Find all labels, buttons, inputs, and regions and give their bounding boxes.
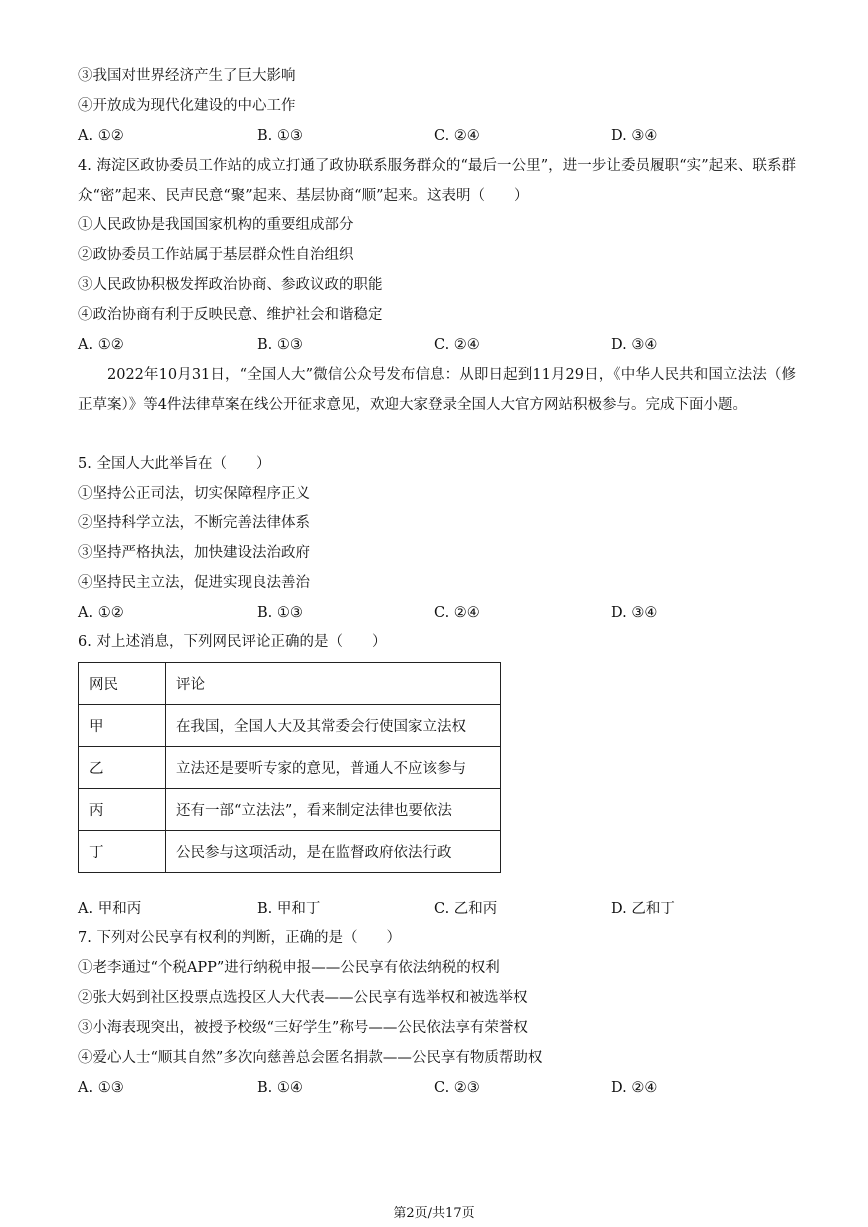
q5-option-a: A. ①② <box>78 605 124 621</box>
q5-option-d: D. ③④ <box>611 605 658 621</box>
q3-option-d: D. ③④ <box>611 128 658 144</box>
q4-stem: 4. 海淀区政协委员工作站的成立打通了政协联系服务群众的“最后一公里”，进一步让委员履职“实”起来、联系群众“密”起来、民声民意“聚”起来、基层协商“顺”起来。这表明（ ） <box>78 158 796 204</box>
q6-option-a: A. 甲和丙 <box>78 901 142 917</box>
q7-item-3: ③小海表现突出，被授予校级“三好学生”称号——公民依法享有荣誉权 <box>78 1020 528 1036</box>
netizen-cell: 乙 <box>79 747 166 789</box>
table-row <box>79 747 501 789</box>
q5-options <box>78 603 798 623</box>
q6-option-b: B. 甲和丁 <box>257 901 321 917</box>
q4-options <box>78 335 798 355</box>
q6-options <box>78 899 798 919</box>
q7-stem: 7. 下列对公民享有权利的判断，正确的是（ ） <box>78 930 401 946</box>
q3-option-b: B. ①③ <box>257 128 303 144</box>
comment-cell: 在我国，全国人大及其常委会行使国家立法权 <box>166 705 501 747</box>
q3-item-4: ④开放成为现代化建设的中心工作 <box>78 98 296 114</box>
table-row <box>79 705 501 747</box>
q6-option-c: C. 乙和丙 <box>434 901 498 917</box>
page-number: 第2页/共17页 <box>393 1206 475 1221</box>
q3-item-3: ③我国对世界经济产生了巨大影响 <box>78 68 296 84</box>
header-comment: 评论 <box>166 663 501 705</box>
netizen-cell: 甲 <box>79 705 166 747</box>
q7-item-1: ①老李通过“个税APP”进行纳税申报——公民享有依法纳税的权利 <box>78 960 500 976</box>
table-row <box>79 831 501 873</box>
comments-table <box>78 662 501 873</box>
material-paragraph: 2022年10月31日，“全国人大”微信公众号发布信息：从即日起到11月29日，《中华人民共和国立法法（修正草案）》等4件法律草案在线公开征求意见，欢迎大家登录全国人大官方网站积极参与。完成下面小题。 <box>78 367 796 413</box>
q5-item-4: ④坚持民主立法，促进实现良法善治 <box>78 575 310 591</box>
netizen-cell: 丙 <box>79 789 166 831</box>
comment-cell: 公民参与这项活动，是在监督政府依法行政 <box>166 831 501 873</box>
q4-item-4: ④政治协商有利于反映民意、维护社会和谐稳定 <box>78 307 383 323</box>
q6-option-d: D. 乙和丁 <box>611 901 675 917</box>
q5-item-1: ①坚持公正司法，切实保障程序正义 <box>78 486 310 502</box>
q7-option-d: D. ②④ <box>611 1080 658 1096</box>
q6-stem: 6. 对上述消息，下列网民评论正确的是（ ） <box>78 634 387 650</box>
q4-item-3: ③人民政协积极发挥政治协商、参政议政的职能 <box>78 277 383 293</box>
q4-option-c: C. ②④ <box>434 337 480 353</box>
q4-item-2: ②政协委员工作站属于基层群众性自治组织 <box>78 247 354 263</box>
q4-item-1: ①人民政协是我国国家机构的重要组成部分 <box>78 217 354 233</box>
q3-option-a: A. ①② <box>78 128 124 144</box>
q5-item-2: ②坚持科学立法，不断完善法律体系 <box>78 515 310 531</box>
q7-item-4: ④爱心人士“顺其自然”多次向慈善总会匿名捐款——公民享有物质帮助权 <box>78 1050 543 1066</box>
q7-option-a: A. ①③ <box>78 1080 124 1096</box>
q7-option-b: B. ①④ <box>257 1080 303 1096</box>
table-header-row <box>79 663 501 705</box>
q5-option-c: C. ②④ <box>434 605 480 621</box>
q5-item-3: ③坚持严格执法，加快建设法治政府 <box>78 545 310 561</box>
q7-options <box>78 1078 798 1098</box>
comment-cell: 还有一部“立法法”，看来制定法律也要依法 <box>166 789 501 831</box>
q3-options <box>78 126 798 146</box>
q4-option-d: D. ③④ <box>611 337 658 353</box>
q3-option-c: C. ②④ <box>434 128 480 144</box>
q5-stem: 5. 全国人大此举旨在（ ） <box>78 456 271 472</box>
q5-option-b: B. ①③ <box>257 605 303 621</box>
header-netizen: 网民 <box>79 663 166 705</box>
q7-item-2: ②张大妈到社区投票点选投区人大代表——公民享有选举权和被选举权 <box>78 990 528 1006</box>
q7-option-c: C. ②③ <box>434 1080 480 1096</box>
comment-cell: 立法还是要听专家的意见，普通人不应该参与 <box>166 747 501 789</box>
netizen-cell: 丁 <box>79 831 166 873</box>
table-row <box>79 789 501 831</box>
q4-option-a: A. ①② <box>78 337 124 353</box>
q4-option-b: B. ①③ <box>257 337 303 353</box>
